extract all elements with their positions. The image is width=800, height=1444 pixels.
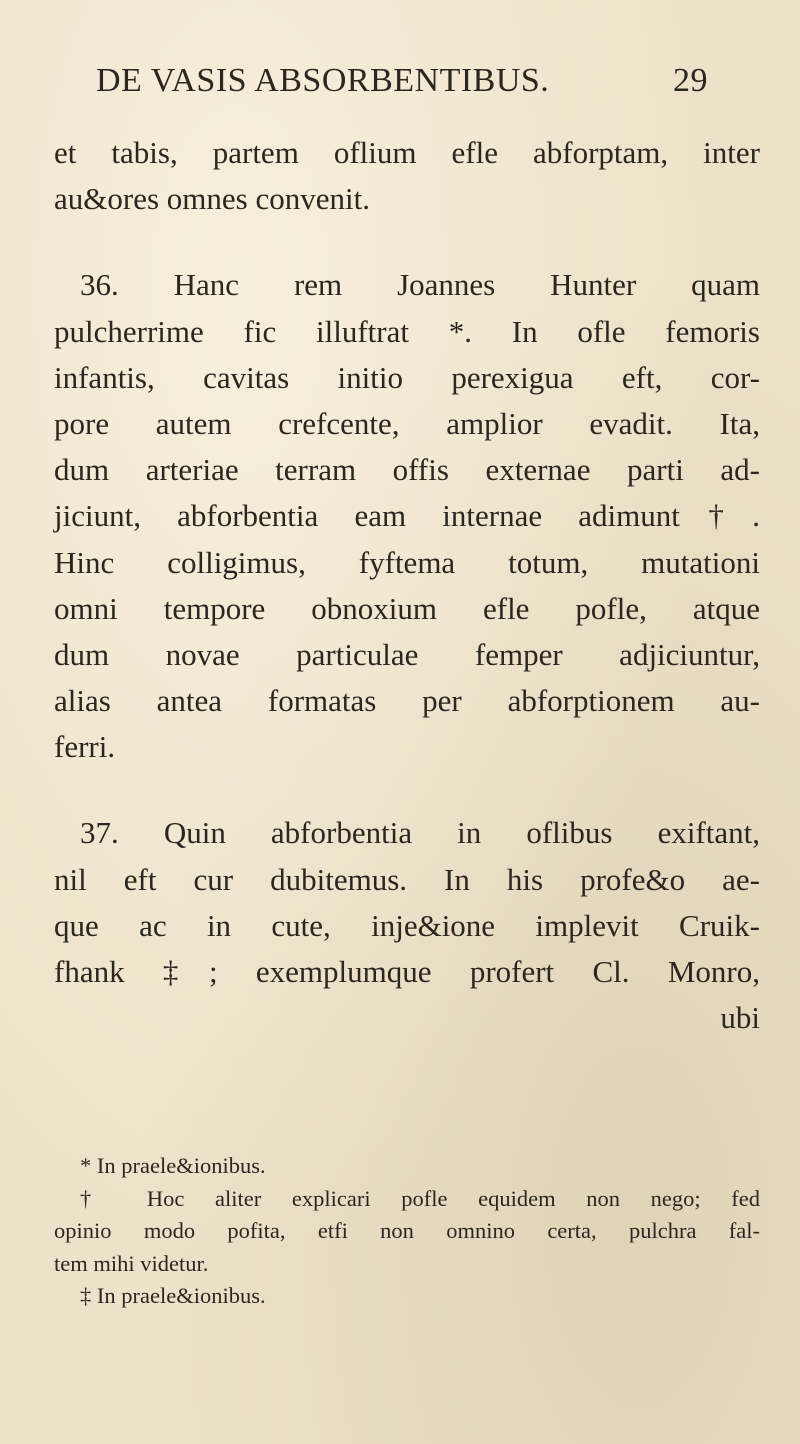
text-line: pore autem crefcente, amplior evadit. Ita, xyxy=(54,405,760,441)
text-line: au&ores omnes convenit. xyxy=(54,181,370,217)
footnote: ‡ In praele&ionibus. xyxy=(80,1283,266,1308)
paragraph-36-first-line: 36. Hanc rem Joannes Hunter quam xyxy=(80,267,760,303)
paragraph-37-first-line: 37. Quin abforbentia in oflibus exiftant, xyxy=(80,815,760,851)
text-line: jiciunt, abforbentia eam internae adimunt†. xyxy=(54,498,760,534)
catchword: ubi xyxy=(720,1000,760,1036)
text-line: ferri. xyxy=(54,729,116,765)
text-line: Hinc colligimus, fyftema totum, mutationi xyxy=(54,544,760,580)
footnote: † Hoc aliter explicari pofle equidem non nego; fed xyxy=(80,1185,760,1211)
text-line: infantis, cavitas initio perexigua eft, cor- xyxy=(54,359,760,395)
running-title: DE VASIS ABSORBENTIBUS. xyxy=(96,62,550,99)
text-line: pulcherrime fic illuftrat *. In ofle femoris xyxy=(54,313,760,349)
text-line: dum arteriae terram offis externae parti ad- xyxy=(54,452,760,488)
text-line: omni tempore obnoxium efle pofle, atque xyxy=(54,590,760,626)
text-line: nil eft cur dubitemus. In his profe&o ae- xyxy=(54,861,760,897)
text-line: alias antea formatas per abforptionem au- xyxy=(54,683,760,719)
page-number: 29 xyxy=(673,62,708,99)
running-head xyxy=(96,62,708,112)
footnotes xyxy=(54,1150,760,1313)
text-line: et tabis, partem oflium efle abforptam, inter xyxy=(54,135,760,170)
text-line: fhank ‡; exemplumque profert Cl. Monro, xyxy=(54,954,760,989)
text-line: dum novae particulae femper adjiciuntur, xyxy=(54,636,760,672)
text-line: que ac in cute, inje&ione implevit Cruik- xyxy=(54,907,760,943)
footnote-continuation: opinio modo pofita, etfi non omnino certa, pulchra fal- xyxy=(54,1218,760,1243)
footnote-continuation: tem mihi videtur. xyxy=(54,1250,209,1276)
body-text xyxy=(54,130,760,1041)
footnote: * In praele&ionibus. xyxy=(80,1153,266,1178)
